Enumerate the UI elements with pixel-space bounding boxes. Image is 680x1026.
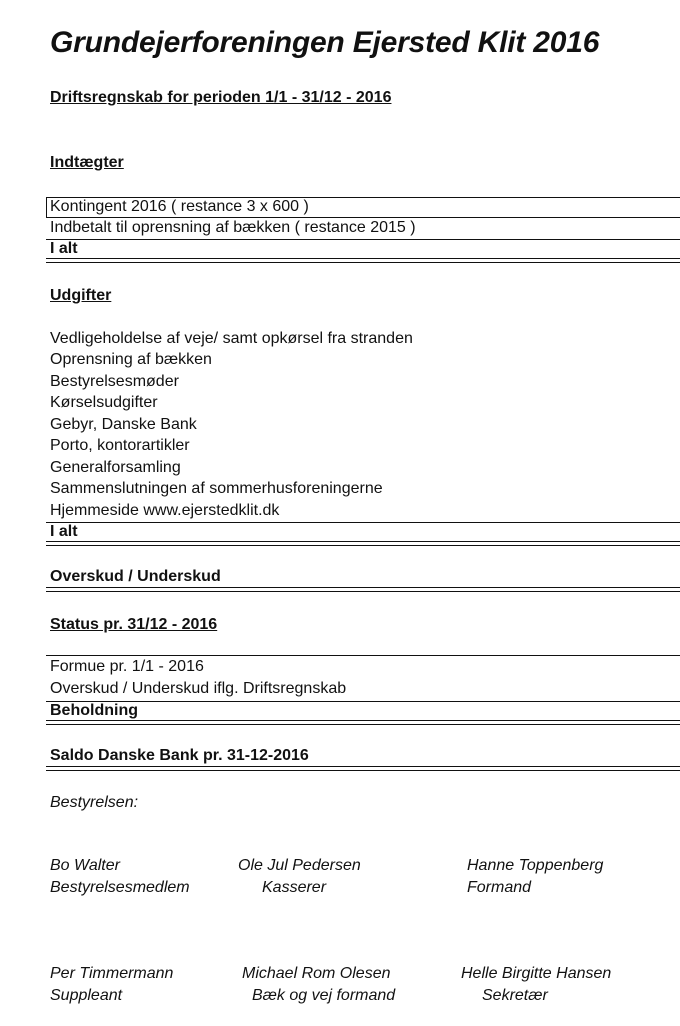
board-member-role: Bestyrelsesmedlem	[50, 879, 190, 896]
board-member-role: Formand	[467, 879, 532, 896]
result-label: Overskud / Underskud	[50, 568, 221, 585]
board-member-role: Suppleant	[50, 987, 123, 1004]
expenses-total-double-rule	[46, 541, 680, 546]
result-double-rule	[46, 587, 680, 592]
board-member-name: Michael Rom Olesen	[242, 965, 391, 982]
document-title: Grundejerforeningen Ejersted Klit 2016	[50, 26, 600, 59]
bank-balance-double-rule	[46, 766, 680, 771]
expense-item: Sammenslutningen af sommerhusforeningerne	[50, 480, 383, 497]
income-left-rule	[46, 197, 47, 217]
board-member-name: Per Timmermann	[50, 965, 174, 982]
status-subtotal-rule	[46, 701, 680, 702]
income-item-membership: Kontingent 2016 ( restance 3 x 600 )	[50, 198, 309, 215]
status-heading: Status pr. 31/12 - 2016	[50, 616, 218, 633]
board-member-name: Helle Birgitte Hansen	[461, 965, 612, 982]
status-total-label: Beholdning	[50, 702, 138, 719]
expense-item: Porto, kontorartikler	[50, 437, 190, 454]
expense-item: Vedligeholdelse af veje/ samt opkørsel fra stranden	[50, 330, 413, 347]
expenses-heading: Udgifter	[50, 287, 112, 304]
expenses-subtotal-rule	[46, 522, 680, 523]
board-member-name: Hanne Toppenberg	[467, 857, 604, 874]
bank-balance-label: Saldo Danske Bank pr. 31-12-2016	[50, 747, 309, 764]
expense-item: Kørselsudgifter	[50, 394, 158, 411]
period-heading: Driftsregnskab for perioden 1/1 - 31/12 - 2016	[50, 89, 392, 106]
status-total-double-rule	[46, 720, 680, 725]
status-item-equity: Formue pr. 1/1 - 2016	[50, 658, 204, 675]
expense-item: Hjemmeside www.ejerstedklit.dk	[50, 502, 280, 519]
income-heading: Indtægter	[50, 154, 124, 171]
income-item-stream-cleaning: Indbetalt til oprensning af bækken ( restance 2015 )	[50, 219, 416, 236]
board-member-role: Sekretær	[482, 987, 548, 1004]
status-top-rule	[46, 655, 680, 656]
board-member-name: Bo Walter	[50, 857, 120, 874]
board-heading: Bestyrelsen:	[50, 794, 139, 811]
board-member-role: Bæk og vej formand	[252, 987, 396, 1004]
expense-item: Generalforsamling	[50, 459, 181, 476]
expenses-total-label: I alt	[50, 523, 78, 540]
expense-item: Oprensning af bækken	[50, 351, 212, 368]
income-subtotal-rule	[46, 239, 680, 240]
board-member-name: Ole Jul Pedersen	[238, 857, 361, 874]
income-total-double-rule	[46, 258, 680, 263]
status-item-result: Overskud / Underskud iflg. Driftsregnskab	[50, 680, 347, 697]
expense-item: Gebyr, Danske Bank	[50, 416, 197, 433]
income-row-rule	[46, 217, 680, 218]
income-total-label: I alt	[50, 240, 78, 257]
board-member-role: Kasserer	[262, 879, 327, 896]
expense-item: Bestyrelsesmøder	[50, 373, 179, 390]
